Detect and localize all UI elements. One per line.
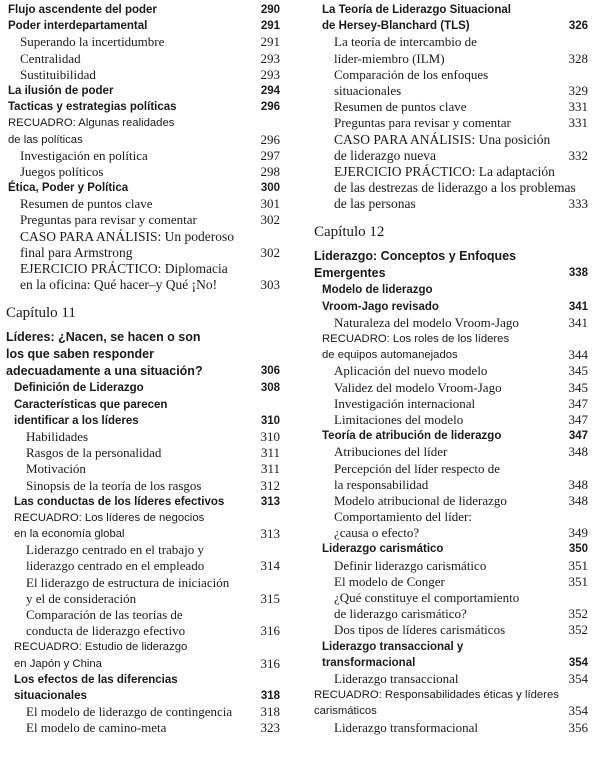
toc-page-number: 293 <box>260 66 280 82</box>
toc-entry-title: de liderazgo nueva <box>334 147 436 163</box>
toc-entry-title: la responsabilidad <box>334 476 429 492</box>
toc-page-number: 354 <box>568 703 588 719</box>
toc-entry <box>314 363 596 379</box>
toc-entry-title: final para Armstrong <box>20 244 133 260</box>
toc-entry <box>6 99 288 115</box>
toc-entry-title: RECUADRO: Estudio de liderazgo <box>14 641 188 654</box>
toc-page-number: 351 <box>568 573 588 589</box>
toc-entry-title: Modelo atribucional de liderazgo <box>334 492 507 508</box>
toc-entry-title: Comparación de las teorías de <box>26 607 183 622</box>
toc-page-number: 316 <box>260 623 280 639</box>
toc-entry-title: El liderazgo de estructura de iniciación <box>26 574 230 590</box>
toc-entry-title: ¿causa o efecto? <box>334 525 420 541</box>
toc-entry-title: identificar a los líderes <box>14 414 139 427</box>
toc-entry <box>314 99 596 115</box>
toc-page-number: 341 <box>568 300 588 313</box>
toc-entry <box>314 396 596 412</box>
toc-entry-title: CASO PARA ANÁLISIS: Una posición <box>334 131 551 147</box>
toc-entry <box>6 461 288 477</box>
toc-entry-title: en la oficina: Qué hacer–y Qué ¡No! <box>20 277 218 293</box>
toc-entry-title: Liderazgo transformacional <box>334 719 479 735</box>
toc-entry-title: Preguntas para revisar y comentar <box>334 115 511 131</box>
toc-page-number: 313 <box>260 526 280 542</box>
toc-page-number: 356 <box>568 719 588 735</box>
toc-entry-title: Vroom-Jago revisado <box>322 300 439 313</box>
toc-page-number: 348 <box>568 444 588 460</box>
toc-page-number: 303 <box>260 277 280 293</box>
toc-page-number: 294 <box>260 84 280 97</box>
toc-entry-title: Aplicación del nuevo modelo <box>334 363 488 379</box>
toc-page-number: 298 <box>260 163 280 179</box>
toc-entry-title: Percepción del líder respecto de <box>334 460 501 476</box>
toc-entry-title: Investigación en política <box>20 147 148 163</box>
toc-entry-title: situacionales <box>14 689 87 702</box>
toc-page-number: 331 <box>568 99 588 115</box>
toc-entry-title: Poder interdepartamental <box>8 20 148 33</box>
toc-page-number: 338 <box>568 267 588 280</box>
toc-entry-title: RECUADRO: Responsabilidades éticas y líderes <box>314 689 559 702</box>
toc-page-number: 347 <box>568 411 588 427</box>
toc-entry-title: Características que parecen <box>14 398 168 411</box>
toc-page-number: 301 <box>260 196 280 212</box>
toc-entry <box>6 397 288 429</box>
toc-entry-title: en la economía global <box>14 528 125 541</box>
toc-page-number: 312 <box>260 477 280 493</box>
toc-entry-title: Investigación internacional <box>334 395 476 411</box>
toc-entry <box>6 164 288 180</box>
toc-entry <box>6 34 288 50</box>
chapter-heading: Capítulo 11 <box>6 305 76 322</box>
toc-entry-title: Comparación de los enfoques <box>334 66 489 82</box>
toc-entry <box>6 196 288 212</box>
toc-entry-title: de Hersey-Blanchard (TLS) <box>322 20 470 33</box>
toc-entry-title: Emergentes <box>314 266 386 281</box>
toc-entry <box>314 2 596 34</box>
toc-entry <box>6 180 288 196</box>
toc-page-number: 306 <box>260 365 280 378</box>
toc-entry-title: Sustituibilidad <box>20 66 96 82</box>
toc-entry <box>314 461 596 493</box>
toc-entry-title: situacionales <box>334 82 402 98</box>
toc-page-number: 348 <box>568 492 588 508</box>
toc-entry <box>6 329 288 380</box>
toc-entry-title: de las destrezas de liderazgo a los problemas <box>334 180 576 196</box>
toc-entry <box>314 34 596 66</box>
chapter-heading: Capítulo 12 <box>314 224 385 241</box>
toc-entry-title: EJERCICIO PRÁCTICO: La adaptación <box>334 163 555 179</box>
toc-page-number: 310 <box>260 428 280 444</box>
toc-page-number: 302 <box>260 212 280 228</box>
toc-entry-title: Rasgos de la personalidad <box>26 445 162 461</box>
toc-entry-title: Superando la incertidumbre <box>20 34 165 50</box>
toc-page-number: 351 <box>568 557 588 573</box>
toc-entry <box>314 444 596 460</box>
toc-entry-title: RECUADRO: Los líderes de negocios <box>14 511 205 524</box>
toc-entry-title: Las conductas de los líderes efectivos <box>14 495 225 508</box>
toc-entry <box>6 672 288 704</box>
toc-page-number: 311 <box>260 445 280 461</box>
toc-entry-title: Liderazgo transaccional <box>334 670 459 686</box>
toc-page-number: 297 <box>260 147 280 163</box>
toc-page-number: 348 <box>568 476 588 492</box>
toc-entry-title: El modelo de liderazgo de contingencia <box>26 704 233 720</box>
toc-page-number: 347 <box>568 430 588 443</box>
toc-entry <box>314 639 596 671</box>
toc-entry <box>6 51 288 67</box>
toc-entry-title: Modelo de liderazgo <box>322 284 433 297</box>
toc-entry-title: Liderazgo: Conceptos y Enfoques <box>314 249 517 264</box>
toc-entry-title: Centralidad <box>20 50 81 66</box>
toc-page-number: 318 <box>260 704 280 720</box>
toc-entry <box>314 412 596 428</box>
toc-entry <box>314 622 596 638</box>
toc-entry-title: Definición de Liderazgo <box>14 382 144 395</box>
toc-entry <box>6 212 288 228</box>
toc-page-number: 300 <box>260 182 280 195</box>
toc-entry <box>314 380 596 396</box>
toc-entry <box>314 509 596 541</box>
toc-entry <box>314 558 596 574</box>
toc-entry-title: de equipos automanejados <box>322 349 458 362</box>
toc-entry <box>314 248 596 282</box>
toc-entry <box>6 720 288 736</box>
toc-page-number: 293 <box>260 50 280 66</box>
toc-entry-title: Los efectos de las diferencias <box>14 673 178 686</box>
toc-entry <box>6 83 288 99</box>
toc-entry-title: líder-miembro (ILM) <box>334 50 445 66</box>
toc-entry-title: Preguntas para revisar y comentar <box>20 212 197 228</box>
toc-entry-title: RECUADRO: Los roles de los líderes <box>322 333 510 345</box>
toc-entry <box>6 510 288 542</box>
toc-page-number: 313 <box>260 495 280 508</box>
toc-entry-title: Resumen de puntos clave <box>334 99 467 115</box>
toc-page-number: 344 <box>568 347 588 363</box>
toc-entry <box>314 590 596 622</box>
toc-page-number: 354 <box>568 670 588 686</box>
toc-entry <box>6 261 288 293</box>
toc-entry <box>6 639 288 671</box>
toc-entry <box>6 575 288 607</box>
toc-entry <box>314 493 596 509</box>
toc-entry-title: El modelo de Conger <box>334 573 445 589</box>
toc-entry-title: Liderazgo centrado en el trabajo y <box>26 542 204 558</box>
toc-page-number: 354 <box>568 656 588 669</box>
toc-entry-title: La Teoría de Liderazgo Situacional <box>322 4 511 16</box>
toc-entry-title: Juegos políticos <box>20 163 104 179</box>
toc-entry <box>314 574 596 590</box>
toc-page-number: 290 <box>260 4 280 16</box>
toc-page-number: 333 <box>568 196 588 212</box>
toc-entry-title: La ilusión de poder <box>8 84 114 97</box>
toc-entry-title: los que saben responder <box>6 347 154 362</box>
toc-entry-title: Sinopsis de la teoría de los rasgos <box>26 477 202 493</box>
toc-entry <box>314 115 596 131</box>
toc-page-number: 341 <box>568 314 588 330</box>
toc-entry-title: Teoría de atribución de liderazgo <box>322 430 502 443</box>
toc-entry <box>6 478 288 494</box>
toc-entry <box>6 607 288 639</box>
toc-entry <box>314 132 596 164</box>
toc-entry-title: de las personas <box>334 196 416 212</box>
toc-entry-title: adecuadamente a una situación? <box>6 364 203 379</box>
toc-entry <box>314 164 596 213</box>
toc-entry-title: Atribuciones del líder <box>334 444 448 460</box>
toc-page-number: 291 <box>260 20 280 33</box>
toc-entry <box>6 229 288 261</box>
toc-entry-title: carismáticos <box>314 705 377 718</box>
toc-entry-title: Validez del modelo Vroom-Jago <box>334 379 502 395</box>
toc-page-number: 332 <box>568 147 588 163</box>
toc-entry <box>314 541 596 557</box>
toc-page-number: 345 <box>568 363 588 379</box>
toc-page-number: 311 <box>260 461 280 477</box>
toc-page-number: 326 <box>568 20 588 33</box>
toc-page-number: 350 <box>568 543 588 556</box>
toc-entry <box>6 148 288 164</box>
toc-entry <box>6 115 288 147</box>
toc-entry <box>314 687 596 719</box>
toc-right-column <box>314 2 596 736</box>
toc-page-number: 314 <box>260 558 280 574</box>
toc-page-number: 302 <box>260 244 280 260</box>
toc-entry <box>6 18 288 34</box>
toc-page-number: 316 <box>260 655 280 671</box>
toc-entry <box>6 380 288 396</box>
toc-entry-title: El modelo de camino-meta <box>26 720 167 736</box>
toc-page-number: 331 <box>568 115 588 131</box>
toc-page-number: 291 <box>260 34 280 50</box>
toc-entry <box>6 542 288 574</box>
toc-entry <box>314 671 596 687</box>
toc-entry-title: Tacticas y estrategias políticas <box>8 101 177 114</box>
toc-entry-title: Habilidades <box>26 428 89 444</box>
toc-entry <box>314 282 596 314</box>
toc-page-number: 329 <box>568 82 588 98</box>
toc-page-number: 328 <box>568 50 588 66</box>
toc-entry-title: en Japón y China <box>14 657 102 670</box>
toc-entry-title: conducta de liderazgo efectivo <box>26 623 186 639</box>
toc-entry-title: Definir liderazgo carismático <box>334 557 487 573</box>
toc-entry <box>314 428 596 444</box>
toc-page-number: 315 <box>260 590 280 606</box>
toc-entry-title: Liderazgo transaccional y <box>322 640 464 653</box>
toc-page-number: 352 <box>568 606 588 622</box>
toc-entry <box>314 315 596 331</box>
toc-entry-title: Limitaciones del modelo <box>334 411 464 427</box>
toc-entry-title: Líderes: ¿Nacen, se hacen o son <box>6 330 201 345</box>
toc-entry-title: Ética, Poder y Política <box>8 182 129 195</box>
toc-entry-title: Naturaleza del modelo Vroom-Jago <box>334 314 519 330</box>
toc-entry-title: transformacional <box>322 656 416 669</box>
toc-entry <box>6 429 288 445</box>
toc-entry-title: EJERCICIO PRÁCTICO: Diplomacia <box>20 261 228 276</box>
toc-entry <box>314 720 596 736</box>
toc-page-number: 349 <box>568 525 588 541</box>
toc-page-number: 310 <box>260 414 280 427</box>
toc-entry <box>6 2 288 18</box>
toc-entry <box>314 67 596 99</box>
toc-entry-title: de las políticas <box>8 133 83 146</box>
toc-page-number: 347 <box>568 395 588 411</box>
toc-entry-title: Comportamiento del líder: <box>334 509 472 525</box>
toc-entry-title: La teoría de intercambio de <box>334 34 477 50</box>
toc-page-number: 296 <box>260 131 280 147</box>
toc-page-number: 296 <box>260 101 280 114</box>
toc-entry-title: ¿Qué constituye el comportamiento <box>334 590 520 605</box>
toc-entry-title: Flujo ascendente del poder <box>8 4 157 16</box>
toc-entry-title: Resumen de puntos clave <box>20 196 153 212</box>
toc-entry <box>6 494 288 510</box>
toc-entry-title: CASO PARA ANÁLISIS: Un poderoso <box>20 228 235 244</box>
toc-entry-title: liderazgo centrado en el empleado <box>26 558 205 574</box>
toc-entry <box>6 445 288 461</box>
toc-entry <box>314 331 596 363</box>
toc-entry-title: Motivación <box>26 461 86 477</box>
toc-entry-title: y el de consideración <box>26 590 137 606</box>
toc-entry <box>6 67 288 83</box>
toc-page-number: 318 <box>260 689 280 702</box>
toc-page-number: 345 <box>568 379 588 395</box>
toc-page-number: 323 <box>260 720 280 736</box>
toc-page-number: 352 <box>568 622 588 638</box>
toc-entry-title: de liderazgo carismático? <box>334 606 467 622</box>
toc-entry-title: Dos tipos de líderes carismáticos <box>334 622 506 638</box>
toc-page-number: 308 <box>260 382 280 395</box>
toc-left-column <box>6 2 288 737</box>
toc-entry-title: RECUADRO: Algunas realidades <box>8 117 175 130</box>
toc-entry <box>6 704 288 720</box>
toc-entry-title: Liderazgo carismático <box>322 543 444 556</box>
